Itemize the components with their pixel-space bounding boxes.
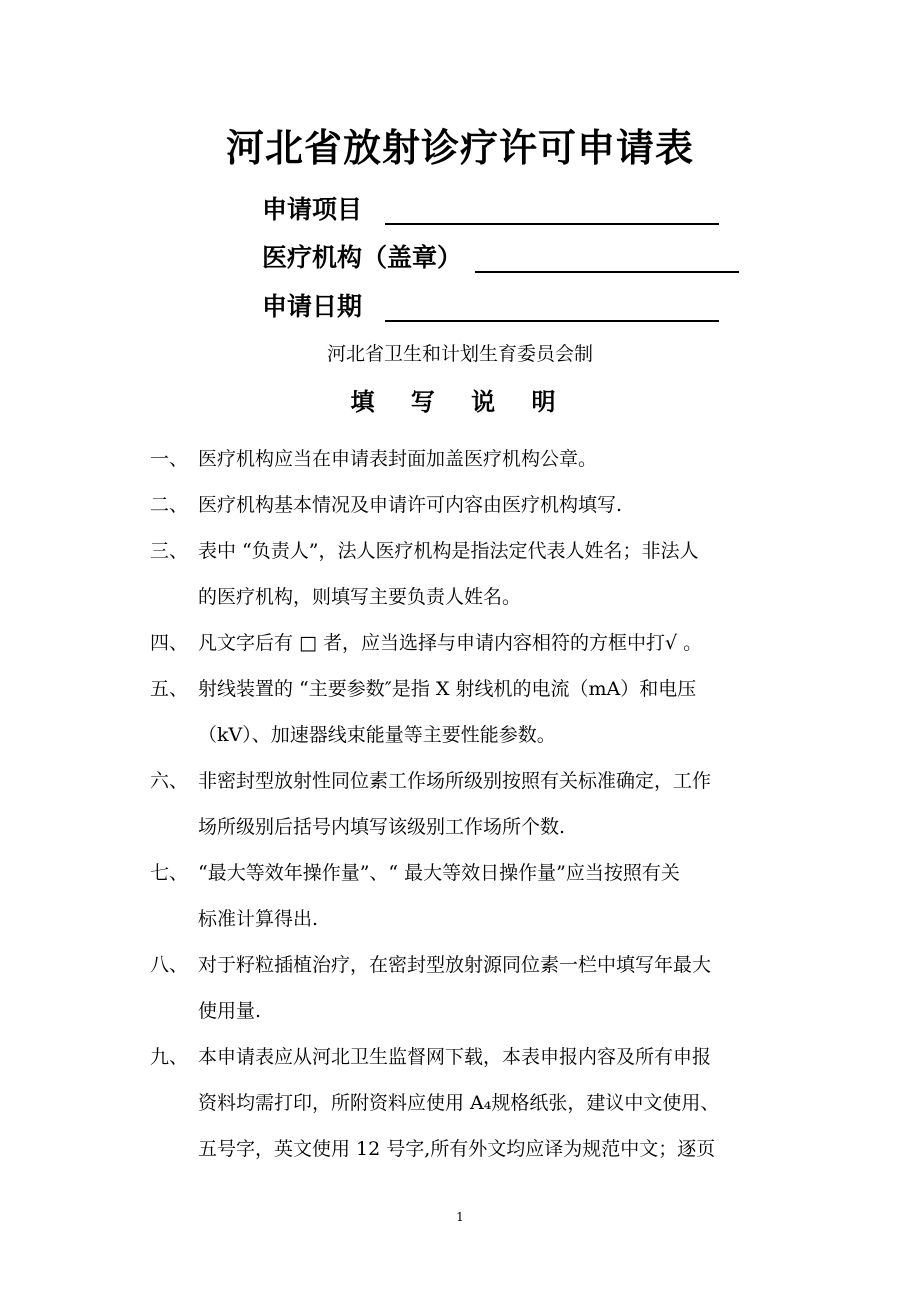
instruction-line: 表中 “负责人”，法人医疗机构是指法定代表人姓名；非法人: [198, 540, 699, 562]
instruction-text: [198, 942, 778, 1034]
instruction-line: “最大等效年操作量”、“ 最大等效日操作量”应当按照有关: [198, 862, 680, 884]
instruction-item: [150, 620, 778, 666]
instruction-line: 使用量.: [198, 1000, 262, 1022]
page-number: 1: [456, 1210, 464, 1224]
application-date-label: 申请日期: [262, 292, 363, 321]
application-item-field: [262, 190, 719, 230]
instruction-item: [150, 666, 778, 758]
instruction-line: 五号字，英文使用 12 号字,所有外文均应译为规范中文；逐页: [198, 1138, 716, 1160]
instruction-number: 八、: [150, 954, 189, 976]
medical-institution-label: 医疗机构（盖章）: [262, 243, 463, 272]
instruction-line: 医疗机构应当在申请表封面加盖医疗机构公章。: [198, 448, 598, 470]
instruction-text: [198, 758, 778, 850]
medical-institution-field: [262, 238, 739, 278]
instruction-line: 场所级别后括号内填写该级别工作场所个数.: [198, 816, 566, 838]
instruction-item: [150, 942, 778, 1034]
instruction-text: [198, 436, 778, 482]
application-date-field: [262, 287, 719, 327]
instruction-item: [150, 436, 778, 482]
instructions-heading: 填 写 说 明: [350, 388, 570, 416]
form-title: 河北省放射诊疗许可申请表: [225, 126, 694, 170]
instruction-line: 对于籽粒插植治疗，在密封型放射源同位素一栏中填写年最大: [198, 954, 712, 976]
instruction-text: [198, 850, 778, 942]
instruction-number: 二、: [150, 494, 189, 516]
application-item-label: 申请项目: [262, 195, 363, 224]
instruction-text: [198, 620, 778, 666]
instruction-line: 医疗机构基本情况及申请许可内容由医疗机构填写.: [198, 494, 623, 516]
instruction-text: [198, 666, 778, 758]
instruction-line: 非密封型放射性同位素工作场所级别按照有关标准确定，工作: [198, 770, 712, 792]
instruction-line: 资料均需打印，所附资料应使用 A₄规格纸张，建议中文使用、: [198, 1092, 720, 1114]
instruction-number: 六、: [150, 770, 189, 792]
instruction-number: 一、: [150, 448, 189, 470]
instruction-item: [150, 528, 778, 620]
application-date-blank-line: [385, 287, 719, 322]
instruction-number: 五、: [150, 678, 189, 700]
instruction-item: [150, 850, 778, 942]
instruction-number: 七、: [150, 862, 189, 884]
application-item-blank-line: [385, 190, 719, 225]
instruction-item: [150, 482, 778, 528]
instruction-number: 三、: [150, 540, 189, 562]
instruction-line: 的医疗机构，则填写主要负责人姓名。: [198, 586, 522, 608]
instruction-item: [150, 758, 778, 850]
issuer-line: 河北省卫生和计划生育委员会制: [326, 343, 593, 365]
instruction-line: 射线装置的 “主要参数″是指 X 射线机的电流（mA）和电压: [198, 678, 697, 700]
instruction-number: 四、: [150, 632, 189, 654]
instruction-line: 本申请表应从河北卫生监督网下载，本表申报内容及所有申报: [198, 1046, 712, 1068]
instruction-text: [198, 482, 778, 528]
instructions-list: [150, 436, 778, 1172]
instruction-item: [150, 1034, 778, 1172]
instruction-line: 标准计算得出.: [198, 908, 319, 930]
instruction-number: 九、: [150, 1046, 189, 1068]
instruction-line: （kV）、加速器线束能量等主要性能参数。: [198, 724, 556, 746]
instruction-text: [198, 1034, 778, 1172]
instruction-line: 凡文字后有 □ 者，应当选择与申请内容相符的方框中打√ 。: [198, 632, 703, 654]
instruction-text: [198, 528, 778, 620]
medical-institution-blank-line: [475, 238, 739, 273]
